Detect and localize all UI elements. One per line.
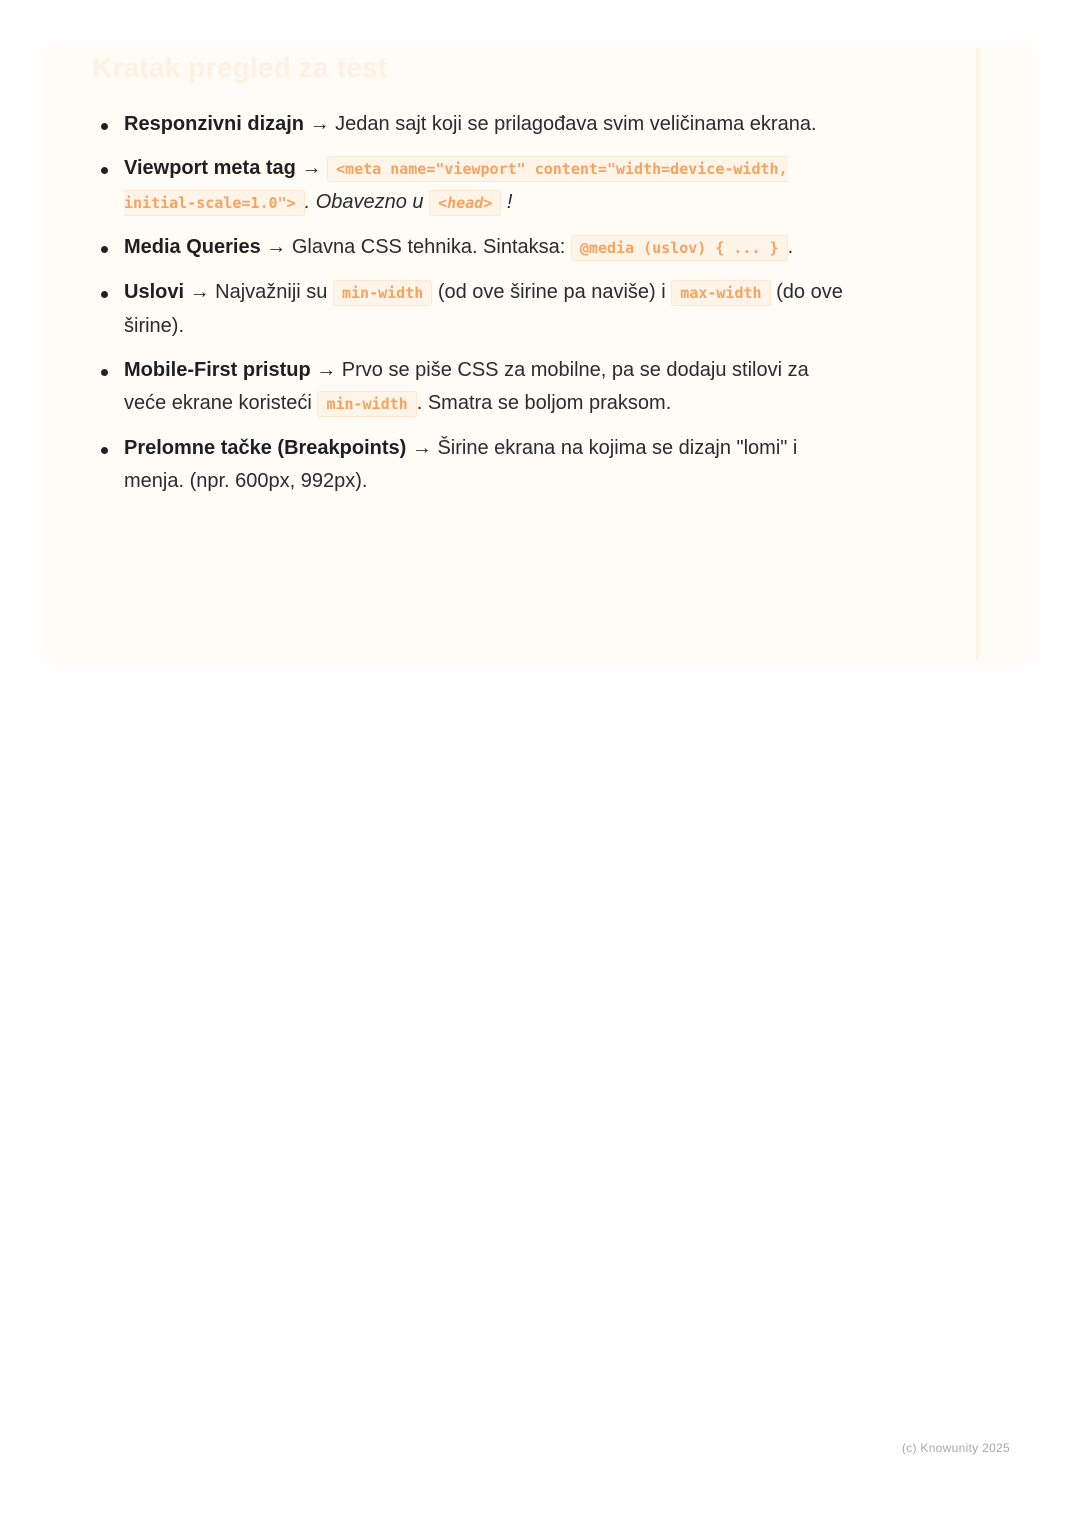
- arrow-icon: →: [266, 236, 287, 258]
- arrow-icon: →: [301, 157, 322, 179]
- desc-media-queries: Glavna CSS tehnika. Sintaksa:: [291, 236, 566, 258]
- list-item-breakpoints: [124, 432, 844, 498]
- term-viewport: Viewport meta tag: [124, 157, 296, 179]
- term-responsive: Responzivni dizajn: [124, 113, 305, 135]
- term-media-queries: Media Queries: [124, 236, 261, 258]
- code-media-syntax: @media (uslov) { ... }: [571, 235, 788, 261]
- note-viewport: . Obavezno u: [304, 191, 424, 213]
- list-item-media-queries: [124, 231, 844, 265]
- desc-responsive: Jedan sajt koji se prilagođava svim veličinama ekrana.: [335, 113, 817, 135]
- copyright-footer: (c) Knowunity 2025: [901, 1441, 1010, 1455]
- code-viewport-meta: <meta name="viewport" content="width=device-width, initial-scale=1.0">: [124, 156, 788, 216]
- arrow-icon: →: [189, 281, 210, 303]
- desc-breakpoints: Širine ekrana na kojima se dizajn "lomi" i menja. (npr. 600px, 992px).: [124, 437, 798, 492]
- page-title: Kratak pregled za test: [92, 52, 388, 83]
- desc-conditions-3: (do ove širine).: [124, 281, 843, 337]
- arrow-icon: →: [309, 113, 330, 135]
- card-divider: [976, 48, 979, 660]
- code-head: <head>: [429, 190, 501, 216]
- term-breakpoints: Prelomne tačke (Breakpoints): [124, 437, 407, 459]
- desc-conditions-2: (od ove širine pa naviše) i: [437, 281, 666, 303]
- list-item-conditions: [124, 276, 844, 343]
- list-item-viewport: [124, 152, 844, 220]
- code-max-width: max-width: [671, 280, 770, 306]
- arrow-icon: →: [316, 359, 337, 381]
- desc-mobile-first-2: . Smatra se boljom praksom.: [416, 392, 672, 414]
- code-min-width: min-width: [333, 280, 432, 306]
- note-viewport-end: !: [506, 191, 513, 213]
- desc-conditions-1: Najvažniji su: [215, 281, 328, 303]
- term-mobile-first: Mobile-First pristup: [124, 359, 311, 381]
- desc-mobile-first-1: Prvo se piše CSS za mobilne, pa se dodaju stilovi za veće ekrane koristeći: [124, 359, 809, 414]
- code-min-width-mobile: min-width: [317, 391, 416, 417]
- term-conditions: Uslovi: [124, 281, 185, 303]
- list-item-responsive: [124, 108, 844, 141]
- desc-media-end: .: [787, 236, 794, 258]
- arrow-icon: →: [411, 437, 432, 459]
- summary-list: [124, 108, 844, 509]
- list-item-mobile-first: [124, 354, 844, 421]
